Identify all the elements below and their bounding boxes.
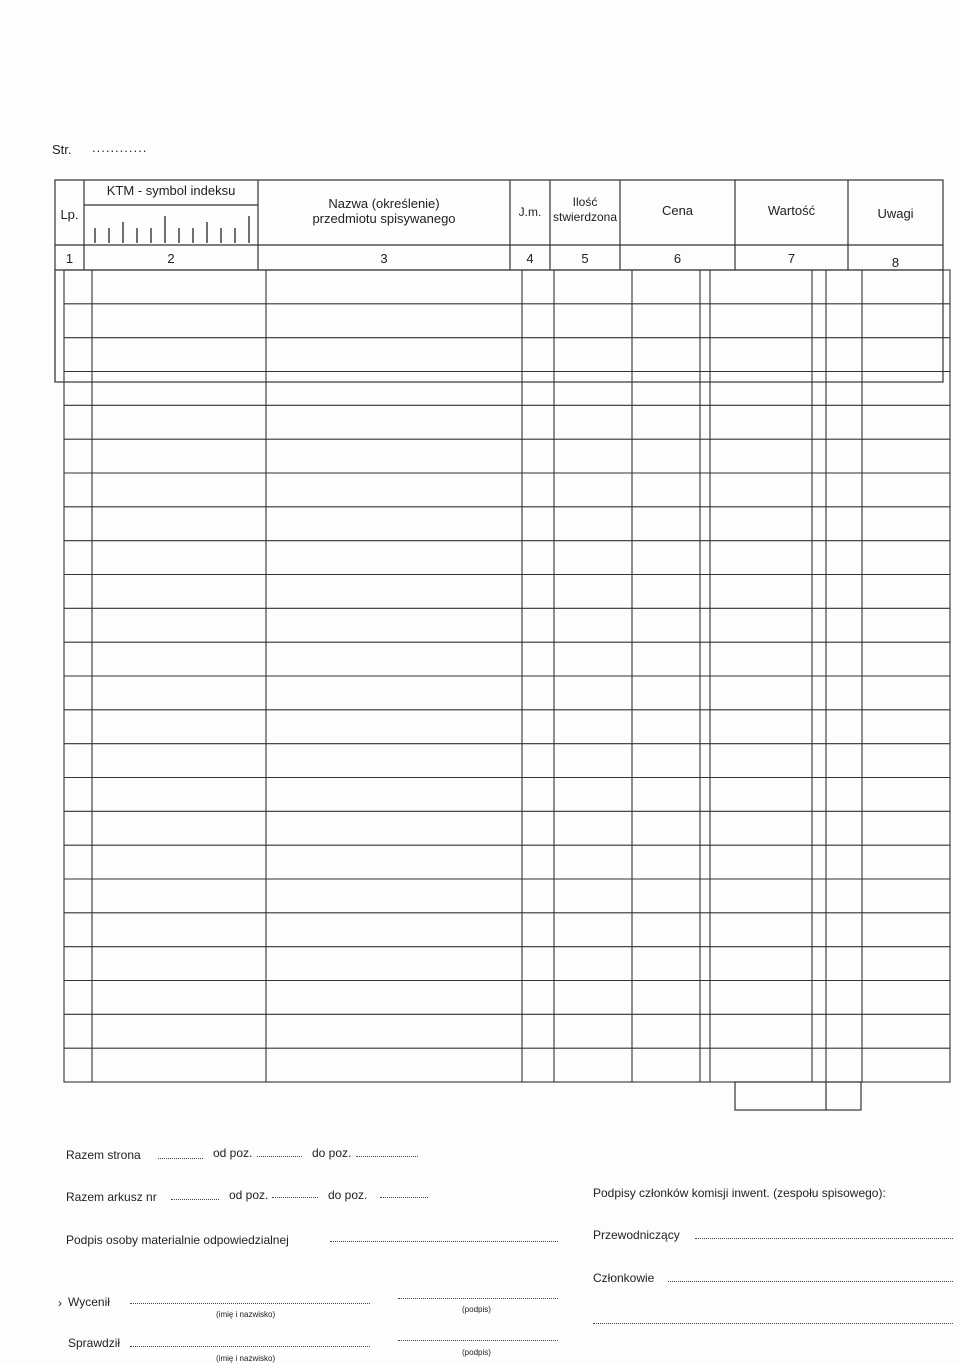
razem-arkusz-label: Razem arkusz nr (66, 1190, 157, 1204)
col-number-3: 3 (380, 251, 388, 266)
member-signature-field-1[interactable] (668, 1281, 953, 1282)
chairman-signature-field[interactable] (695, 1238, 953, 1239)
header-notes: Uwagi (877, 206, 914, 221)
priced-by-marker: › (58, 1296, 62, 1310)
col-number-2: 2 (167, 251, 175, 266)
arkusz-do-poz-label: do poz. (328, 1188, 368, 1202)
col-number-6: 6 (673, 251, 682, 266)
commission-title: Podpisy członków komisji inwent. (zespołu spisowego): (593, 1186, 886, 1200)
header-qty-line2: stwierdzona (552, 210, 618, 224)
razem-strona-label: Razem strona (66, 1148, 141, 1162)
header-ktm: KTM - symbol indeksu (106, 183, 236, 198)
priced-by-sign-caption: (podpis) (462, 1305, 491, 1314)
header-unit: J.m. (518, 205, 542, 219)
header-qty-line1: Ilość (572, 195, 598, 209)
checked-by-sign-caption: (podpis) (462, 1348, 491, 1357)
header-lp: Lp. (60, 207, 79, 222)
col-number-1: 1 (65, 251, 74, 266)
chairman-label: Przewodniczący (593, 1228, 680, 1242)
header-value: Wartość (767, 203, 816, 218)
header-name-line1: Nazwa (określenie) (328, 196, 440, 211)
checked-by-name-caption: (imię i nazwisko) (216, 1354, 276, 1363)
podpis-osoby-label: Podpis osoby materialnie odpowiedzialnej (66, 1233, 289, 1247)
arkusz-od-poz-label: od poz. (229, 1188, 269, 1202)
priced-by-label: Wycenił (68, 1295, 110, 1309)
priced-by-name-caption: (imię i nazwisko) (216, 1310, 276, 1319)
header-name (258, 196, 510, 226)
col-number-4: 4 (526, 251, 534, 266)
page-label: Str. (52, 142, 72, 157)
strona-do-poz-field[interactable] (356, 1156, 418, 1157)
col-number-5: 5 (581, 251, 589, 266)
col-number-8: 8 (891, 255, 900, 270)
header-price: Cena (661, 203, 694, 218)
arkusz-do-poz-field[interactable] (380, 1197, 428, 1198)
razem-arkusz-field[interactable] (171, 1199, 219, 1200)
podpis-osoby-field[interactable] (330, 1241, 558, 1242)
arkusz-od-poz-field[interactable] (272, 1197, 318, 1198)
priced-by-name-field[interactable] (130, 1303, 370, 1304)
total-value-box[interactable] (735, 1082, 861, 1110)
members-label: Członkowie (593, 1271, 655, 1285)
member-signature-field-2[interactable] (593, 1323, 953, 1324)
strona-od-poz-label: od poz. (213, 1146, 253, 1160)
checked-by-sign-field[interactable] (398, 1340, 558, 1341)
header-qty (550, 195, 620, 225)
strona-od-poz-field[interactable] (257, 1156, 302, 1157)
col-number-7: 7 (787, 251, 796, 266)
checked-by-label: Sprawdził (68, 1336, 121, 1350)
strona-do-poz-label: do poz. (312, 1146, 352, 1160)
header-name-line2: przedmiotu spisywanego (312, 211, 456, 226)
checked-by-name-field[interactable] (130, 1346, 370, 1347)
page-number-field[interactable]: ............ (92, 140, 148, 155)
razem-strona-field[interactable] (158, 1158, 203, 1159)
priced-by-sign-field[interactable] (398, 1298, 558, 1299)
